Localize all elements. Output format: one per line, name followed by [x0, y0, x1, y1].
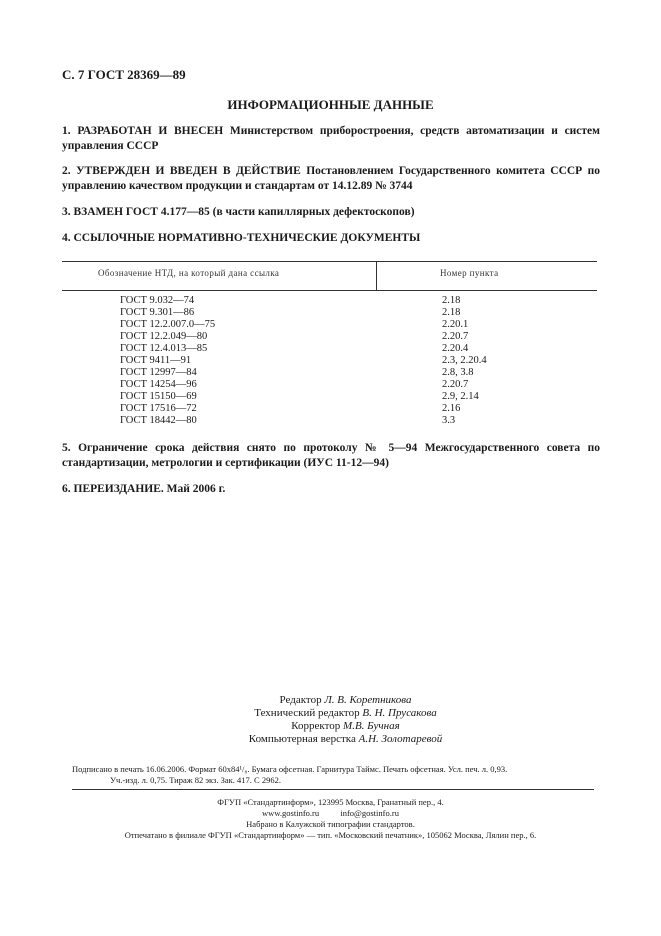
item-number: 4.: [62, 232, 71, 244]
table-header-divider: [376, 261, 377, 290]
page-header: С. 7 ГОСТ 28369—89: [62, 67, 186, 82]
item-title: ССЫЛОЧНЫЕ НОРМАТИВНО-ТЕХНИЧЕСКИЕ ДОКУМЕНТЫ: [73, 232, 421, 244]
publisher-web-line: www.gostinfo.ru info@gostinfo.ru: [262, 808, 399, 818]
table-cell-clause: 2.8, 3.8: [442, 367, 474, 378]
table-header-document: Обозначение НТД, на который дана ссылка: [98, 268, 280, 278]
item-text: Министерством приборостроения, средств автоматизации и систем управления СССР: [62, 125, 600, 152]
editor-name: М.В. Бучная: [343, 720, 400, 732]
publisher-line: Отпечатано в филиале ФГУП «Стандартинформ» — тип. «Московский печатник», 105062 Москва, Лялин пер., 6.: [124, 830, 537, 840]
print-details: [72, 764, 592, 786]
table-cell-document: ГОСТ 18442—80: [120, 415, 197, 426]
table-column-documents: [120, 295, 215, 427]
table-cell-clause: 2.18: [442, 295, 461, 306]
table-column-clauses: [442, 295, 487, 427]
table-cell-clause: 2.18: [442, 307, 461, 318]
item-text: Постановлением Государственного комитета СССР по управлению качеством продукции и стандартам от 14.12.89 № 3744: [62, 165, 601, 192]
table-top-rule: [62, 261, 597, 262]
item-number: 3.: [62, 206, 71, 218]
item-text: Ограничение срока действия снято по протоколу № 5—94 Межгосударственного совета по стандартизации, метрологии и сертификации (ИУС 11-12—94): [62, 442, 601, 469]
editors-block: [0, 694, 661, 746]
table-cell-document: ГОСТ 14254—96: [120, 379, 197, 390]
table-cell-document: ГОСТ 12.4.013—85: [120, 343, 208, 354]
info-item-1: [62, 124, 600, 154]
print-details-line: Подписано в печать 16.06.2006. Формат 60x84¹/₈. Бумага офсетная. Гарнитура Таймс. Печать офсетная. Усл. печ. л. 0,93.: [72, 764, 508, 774]
table-cell-clause: 2.20.4: [442, 343, 469, 354]
table-cell-document: ГОСТ 15150—69: [120, 391, 197, 402]
table-header-clause: Номер пункта: [440, 268, 499, 278]
item-title: ПЕРЕИЗДАНИЕ.: [73, 483, 164, 495]
info-item-3: [62, 205, 600, 220]
item-title: УТВЕРЖДЕН И ВВЕДЕН В ДЕЙСТВИЕ: [76, 165, 301, 177]
table-cell-document: ГОСТ 9.301—86: [120, 307, 195, 318]
table-cell-clause: 3.3: [442, 415, 456, 426]
info-item-2: [62, 164, 600, 194]
editor-line: [0, 694, 661, 707]
table-cell-document: ГОСТ 9.032—74: [120, 295, 195, 306]
table-cell-clause: 2.9, 2.14: [442, 391, 479, 402]
item-number: 1.: [62, 125, 71, 137]
item-title: ВЗАМЕН ГОСТ 4.177—85: [73, 206, 210, 218]
item-number: 6.: [62, 483, 71, 495]
item-text: Май 2006 г.: [166, 483, 226, 495]
editor-role: Компьютерная верстка: [248, 733, 356, 745]
publisher-info: [0, 797, 661, 841]
editor-name: Л. В. Коретникова: [324, 694, 412, 706]
editor-role: Редактор: [279, 694, 322, 706]
item-title: РАЗРАБОТАН И ВНЕСЕН: [77, 125, 224, 137]
editor-name: В. Н. Прусакова: [362, 707, 437, 719]
editor-line: [0, 733, 661, 746]
table-cell-document: ГОСТ 17516—72: [120, 403, 197, 414]
publisher-line: ФГУП «Стандартинформ», 123995 Москва, Гранатный пер., 4.: [217, 797, 444, 807]
table-cell-document: ГОСТ 12997—84: [120, 367, 197, 378]
table-cell-clause: 2.16: [442, 403, 461, 414]
print-details-line: Уч.-изд. л. 0,75. Тираж 82 экз. Зак. 417. С 2962.: [110, 775, 281, 785]
editor-line: [0, 707, 661, 720]
publisher-line: Набрано в Калужской типографии стандартов.: [246, 819, 415, 829]
table-cell-clause: 2.20.7: [442, 331, 469, 342]
item-number: 5.: [62, 442, 71, 454]
table-cell-clause: 2.20.7: [442, 379, 469, 390]
info-item-4: [62, 231, 600, 246]
editor-role: Корректор: [291, 720, 341, 732]
table-cell-document: ГОСТ 12.2.049—80: [120, 331, 208, 342]
editor-line: [0, 720, 661, 733]
page-title: ИНФОРМАЦИОННЫЕ ДАННЫЕ: [227, 97, 434, 112]
item-text: (в части капиллярных дефектоскопов): [212, 206, 415, 218]
info-item-6: [62, 482, 600, 497]
info-item-5: [62, 441, 600, 471]
imprint-rule: [72, 789, 594, 790]
item-number: 2.: [62, 165, 71, 177]
editor-name: А.Н. Золотаревой: [358, 733, 443, 745]
table-header-rule: [62, 290, 597, 291]
editor-role: Технический редактор: [254, 707, 360, 719]
table-cell-clause: 2.3, 2.20.4: [442, 355, 487, 366]
table-cell-document: ГОСТ 12.2.007.0—75: [120, 319, 216, 330]
table-cell-clause: 2.20.1: [442, 319, 469, 330]
table-cell-document: ГОСТ 9411—91: [120, 355, 192, 366]
